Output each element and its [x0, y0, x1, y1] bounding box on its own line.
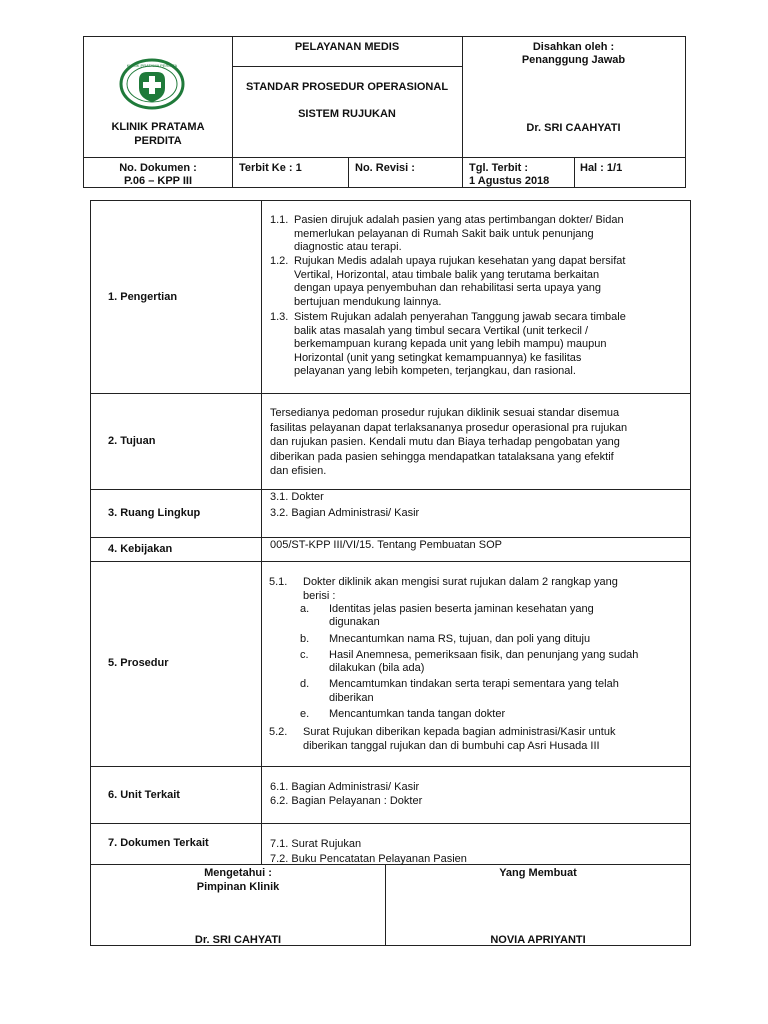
item-letter: e.	[300, 708, 310, 721]
item-text: Mnecantumkan nama RS, tujuan, dan poli yang dituju	[329, 632, 591, 645]
prosedur-label: 5. Prosedur	[108, 657, 169, 669]
item-text: Mencantumkan tanda tangan dokter	[329, 708, 506, 721]
clinic-head-label: Pimpinan Klinik	[196, 881, 280, 893]
step-number: 5.2.	[269, 726, 288, 738]
list-item: 3.1. Dokter	[270, 491, 324, 503]
item-text: Sistem Rujukan adalah penyerahan Tanggung jawab secara timbale	[294, 311, 626, 323]
doc-no-label: No. Dokumen :	[119, 162, 197, 174]
item-number: 1.2.	[270, 255, 289, 267]
list-item	[300, 649, 685, 676]
item-text: Pasien dirujuk adalah pasien yang atas pertimbangan dokter/ Bidan	[294, 214, 624, 226]
unit-terkait-content	[270, 780, 422, 808]
list-item	[300, 633, 685, 646]
item-text: diagnostic atau terapi.	[294, 241, 402, 253]
list-item	[270, 311, 685, 379]
issue-label: Terbit Ke : 1	[239, 162, 302, 174]
list-item: 3.2. Bagian Administrasi/ Kasir	[270, 506, 420, 519]
responsible: Penanggung Jawab	[521, 54, 626, 66]
item-text: bertujuan mendukung lainnya.	[294, 295, 442, 308]
item-text: berkemampuan kurang kepada unit yang lebih mampu) maupun	[294, 338, 607, 350]
page-label: Hal : 1/1	[580, 162, 623, 174]
paragraph-line: dan efisien.	[270, 465, 327, 477]
step-text: diberikan tanggal rujukan dan di bumbuhi cap Asri Husada III	[303, 739, 600, 752]
item-number: 1.3.	[270, 311, 289, 323]
step-text: berisi :	[303, 589, 336, 602]
item-text: Rujukan Medis adalah upaya rujukan kesehatan yang dapat bersifat	[294, 255, 626, 267]
list-item: 6.1. Bagian Administrasi/ Kasir	[270, 781, 420, 793]
pengertian-label: 1. Pengertian	[108, 291, 178, 303]
clinic-logo	[119, 58, 185, 110]
list-item	[270, 214, 685, 255]
signature-left-name: Dr. SRI CAHYATI	[194, 934, 282, 946]
revision-label: No. Revisi :	[355, 162, 415, 174]
item-text: Horizontal (unit yang setingkat kemampuannya) ke fasilitas	[294, 351, 582, 364]
item-text: balik atas masalah yang timbul secara Vertikal (unit terkecil /	[294, 324, 589, 337]
clinic-name-line2: PERDITA	[134, 135, 182, 147]
item-text: Mencamtumkan tindakan serta terapi sementara yang telah	[329, 678, 619, 691]
paragraph-line: Tersedianya pedoman prosedur rujukan diklinik sesuai standar disemua	[270, 407, 620, 419]
signature-left-title	[91, 866, 385, 894]
item-text: diberikan	[329, 691, 374, 704]
list-item: 6.2. Bagian Pelayanan : Dokter	[270, 795, 423, 807]
svg-text:KLINIK PRATAMA PERDITA: KLINIK PRATAMA PERDITA	[126, 63, 178, 68]
item-text: dengan upaya penyembuhan dan rehabilitasi serta upaya yang	[294, 282, 602, 294]
procedure-step	[269, 726, 685, 753]
signature-right-title: Yang Membuat	[499, 867, 577, 879]
approved-by: Disahkan oleh :	[532, 41, 615, 53]
item-text: memerlukan pelayanan di Rumah Sakit baik untuk penunjang	[294, 227, 594, 240]
procedure-subitems	[300, 603, 685, 721]
item-letter: c.	[300, 648, 309, 661]
item-letter: a.	[300, 603, 310, 615]
clinic-name-line1: KLINIK PRATAMA	[111, 121, 205, 133]
paragraph-line: fasilitas pelayanan dapat terlaksananya prosedur operasional pra rujukan	[270, 421, 628, 434]
date-value: 1 Agustus 2018	[469, 175, 550, 187]
paragraph-line: dan rujukan pasien. Kendali mutu dan Biaya terhadap pengobatan yang	[270, 436, 620, 448]
step-text: Surat Rujukan diberikan kepada bagian administrasi/Kasir untuk	[303, 726, 616, 738]
step-text: Dokter diklinik akan mengisi surat rujukan dalam 2 rangkap yang	[303, 576, 618, 588]
list-item	[300, 678, 685, 705]
unit-terkait-label: 6. Unit Terkait	[108, 789, 180, 801]
ruang-lingkup-content	[270, 490, 419, 521]
dokumen-terkait-content	[270, 837, 467, 866]
doc-title: SISTEM RUJUKAN	[298, 108, 396, 120]
signature-right-name: NOVIA APRIYANTI	[490, 934, 586, 946]
step-number: 5.1.	[269, 576, 288, 588]
list-item: 7.2. Buku Pencatatan Pelayanan Pasien	[270, 852, 467, 865]
list-item	[270, 255, 685, 309]
list-item	[300, 708, 685, 721]
known-by-label: Mengetahui :	[204, 867, 272, 879]
item-text: Vertikal, Horizontal, atau timbale balik yang terutama berkaitan	[294, 268, 600, 281]
item-text: digunakan	[329, 616, 380, 629]
doc-no-value: P.06 – KPP III	[123, 175, 193, 187]
ruang-lingkup-label: 3. Ruang Lingkup	[108, 507, 201, 519]
list-item	[300, 603, 685, 630]
list-item: 7.1. Surat Rujukan	[270, 838, 362, 850]
kebijakan-content: 005/ST-KPP III/VI/15. Tentang Pembuatan SOP	[270, 539, 502, 551]
item-letter: b.	[300, 632, 310, 645]
item-text: Hasil Anemnesa, pemeriksaan fisik, dan penunjang yang sudah	[329, 648, 639, 661]
doc-type: STANDAR PROSEDUR OPERASIONAL	[245, 81, 449, 93]
service-title: PELAYANAN MEDIS	[294, 41, 400, 53]
approver-name: Dr. SRI CAAHYATI	[526, 122, 621, 134]
dokumen-terkait-label: 7. Dokumen Terkait	[108, 837, 209, 849]
item-number: 1.1.	[270, 214, 289, 226]
item-text: pelayanan yang lebih kompeten, terjangkau, dan rasional.	[294, 365, 576, 377]
tujuan-content	[270, 406, 685, 479]
item-text: dilakukan (bila ada)	[329, 662, 425, 675]
paragraph-line: diberikan pada pasien sehingga mendapatkan tatalaksana yang efektif	[270, 450, 614, 463]
tujuan-label: 2. Tujuan	[108, 435, 156, 447]
procedure-step	[269, 576, 685, 603]
item-text: Identitas jelas pasien beserta jaminan kesehatan yang	[329, 603, 594, 615]
item-letter: d.	[300, 678, 310, 691]
kebijakan-label: 4. Kebijakan	[108, 543, 173, 555]
date-label: Tgl. Terbit :	[469, 162, 529, 174]
